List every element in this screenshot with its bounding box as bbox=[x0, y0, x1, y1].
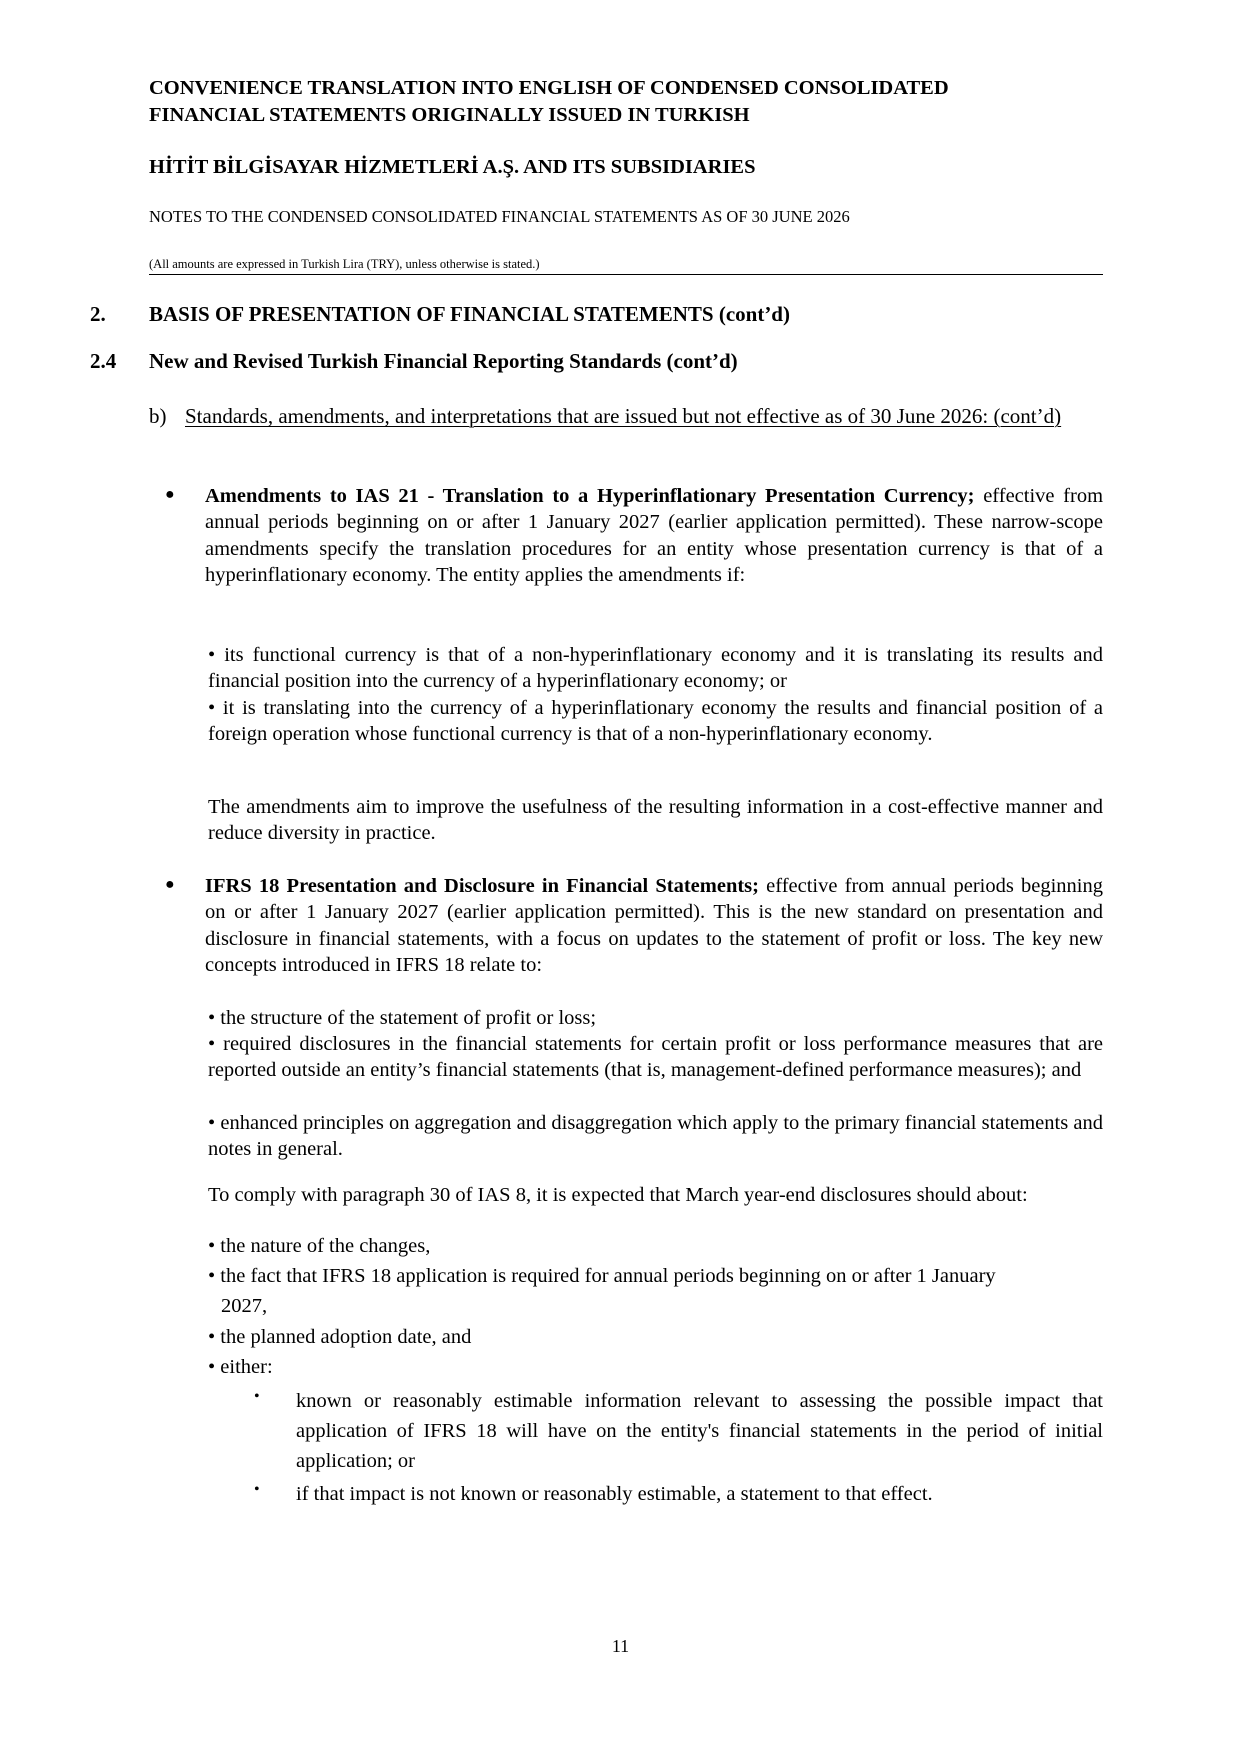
ifrs18-concept-3: • enhanced principles on aggregation and disaggregation which apply to the primary financial statements and notes in general. bbox=[208, 1112, 1103, 1161]
disclosure-item-4: • either: bbox=[208, 1356, 273, 1378]
bullet-icon: ● bbox=[165, 876, 175, 893]
ias21-condition-2: • it is translating into the currency of a hyperinflationary economy the results and financial position of a foreign operation whose functional currency is that of a non-hyperinflationary economy. bbox=[208, 697, 1103, 746]
bullet-icon: • bbox=[254, 1481, 260, 1498]
header-divider bbox=[149, 274, 1103, 275]
notes-title: NOTES TO THE CONDENSED CONSOLIDATED FINANCIAL STATEMENTS AS OF 30 JUNE 2026 bbox=[149, 207, 850, 226]
ias21-title: Amendments to IAS 21 - Translation to a Hyperinflationary Presentation Currency; bbox=[205, 485, 975, 507]
amounts-note: (All amounts are expressed in Turkish Lira (TRY), unless otherwise is stated.) bbox=[149, 257, 540, 271]
ifrs18-comply: To comply with paragraph 30 of IAS 8, it is expected that March year-end disclosures should about: bbox=[208, 1184, 1028, 1206]
ias21-aim: The amendments aim to improve the usefulness of the resulting information in a cost-effective manner and reduce diversity in practice. bbox=[208, 796, 1103, 845]
ifrs18-concept-2: • required disclosures in the financial statements for certain profit or loss performance measures that are reported outside an entity’s financial statements (that is, management-defined performance measures); and bbox=[208, 1033, 1103, 1082]
subsection-number: 2.4 bbox=[90, 349, 117, 373]
ias21-paragraph bbox=[205, 483, 1103, 588]
item-b-label: b) bbox=[149, 404, 167, 428]
bullet-icon: • bbox=[254, 1388, 260, 1405]
company-name: HİTİT BİLGİSAYAR HİZMETLERİ A.Ş. AND ITS SUBSIDIARIES bbox=[149, 156, 756, 178]
ifrs18-title: IFRS 18 Presentation and Disclosure in Financial Statements; bbox=[205, 875, 759, 897]
ifrs18-intro: effective from annual periods beginning on or after 1 January 2027 (earlier application permitted). This is the new standard on presentation and disclosure in financial statements, with a focus on updates to the statement of profit or loss. The key new concepts introduced in IFRS 18 relate to: bbox=[205, 875, 1103, 976]
report-title-line1: CONVENIENCE TRANSLATION INTO ENGLISH OF CONDENSED CONSOLIDATED bbox=[149, 77, 949, 99]
item-b-text: Standards, amendments, and interpretations that are issued but not effective as of 30 June 2026: (cont’d) bbox=[185, 404, 1062, 428]
page-number: 11 bbox=[611, 1636, 630, 1656]
bullet-icon: ● bbox=[165, 486, 175, 503]
disclosure-item-1: • the nature of the changes, bbox=[208, 1235, 431, 1257]
section-number: 2. bbox=[90, 302, 106, 326]
disclosure-item-2: • the fact that IFRS 18 application is required for annual periods beginning on or after 1 January bbox=[208, 1265, 996, 1287]
section-title: BASIS OF PRESENTATION OF FINANCIAL STATEMENTS (cont’d) bbox=[149, 302, 790, 326]
ias21-condition-1: • its functional currency is that of a non-hyperinflationary economy and it is translating its results and financial position into the currency of a hyperinflationary economy; or bbox=[208, 644, 1103, 693]
ifrs18-paragraph bbox=[205, 873, 1103, 978]
disclosure-item-2-cont: 2027, bbox=[221, 1295, 268, 1317]
ifrs18-concept-1: • the structure of the statement of profit or loss; bbox=[208, 1007, 597, 1029]
either-option-1: known or reasonably estimable information relevant to assessing the possible impact that application of IFRS 18 will have on the entity's financial statements in the period of initial application; or bbox=[296, 1390, 1103, 1472]
either-option-2: if that impact is not known or reasonably estimable, a statement to that effect. bbox=[296, 1483, 933, 1505]
report-title-line2: FINANCIAL STATEMENTS ORIGINALLY ISSUED IN TURKISH bbox=[149, 104, 750, 126]
subsection-title: New and Revised Turkish Financial Reporting Standards (cont’d) bbox=[149, 349, 738, 373]
ias21-intro: effective from annual periods beginning on or after 1 January 2027 (earlier application permitted). These narrow-scope amendments specify the translation procedures for an entity whose presentation currency is that of a hyperinflationary economy. The entity applies the amendments if: bbox=[205, 485, 1104, 586]
disclosure-item-3: • the planned adoption date, and bbox=[208, 1326, 472, 1348]
